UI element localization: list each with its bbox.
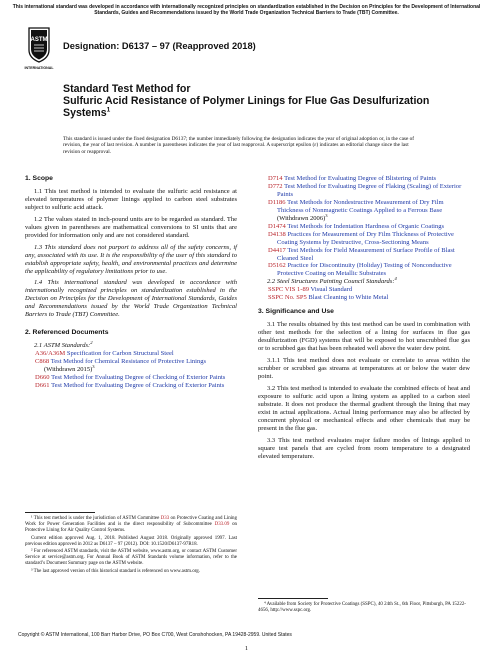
logo-label: INTERNATIONAL: [24, 66, 54, 70]
footnotes-left: [25, 516, 237, 576]
astm-standards-label: 2.1 ASTM Standards:$^2$: [34, 340, 93, 350]
scope-heading: 1. Scope: [25, 175, 53, 182]
footnote-1: ¹ This test method is under the jurisdiction of ASTM Committee D33 on Protective Coating and Lining Work for Power Generation Facilities and is the direct responsibility of Subcommittee D33.09 on Protective Lining for Air Quality Control Systems.: [25, 516, 238, 533]
reference-code[interactable]: D661: [35, 381, 50, 389]
reference-item[interactable]: [258, 231, 470, 247]
reference-title-link[interactable]: Test Method for Evaluating Degree of Checking of Exterior Paints: [51, 374, 226, 382]
reference-title-link[interactable]: Visual Standard: [310, 286, 353, 294]
scope-1-3: 1.3 This standard does not purport to address all of the safety concerns, if any, associated with its use. It is the responsibility of the user of this standard to establish appropriate safety, health, and environmental practices and determine the applicability of regulatory limitations prior to use.: [25, 243, 237, 275]
reference-item[interactable]: [25, 350, 237, 358]
sspc-reference-item[interactable]: [258, 294, 470, 302]
reference-suffix: (Withdrawn 2006): [277, 214, 326, 222]
reference-item[interactable]: [258, 262, 470, 278]
reference-suffix: (Withdrawn 2015): [44, 366, 93, 374]
reference-code[interactable]: D4138: [268, 230, 286, 238]
reference-title-link[interactable]: Test Methods for Nondestructive Measurement of Dry Film Thickness of Nonmagnetic Coatings Applied to a Ferrous Base: [277, 198, 444, 214]
reference-title-link[interactable]: Specification for Carbon Structural Steel: [66, 350, 174, 358]
sspc-standards-label: 2.2 Steel Structures Painting Council Standards:$^4$: [267, 276, 397, 286]
reference-code[interactable]: D1186: [268, 198, 286, 206]
reference-code[interactable]: A36/A36M: [35, 350, 66, 358]
reference-list-left: [25, 350, 237, 390]
reference-item[interactable]: [25, 374, 237, 382]
designation: Designation: D6137 – 97 (Reapproved 2018): [63, 41, 256, 51]
scope-1-2: 1.2 The values stated in inch-pound units are to be regarded as standard. The values given in parentheses are mathematical conversions to SI units that are provided for information only and are not considered standard.: [25, 215, 237, 239]
reference-code[interactable]: SSPC VIS 1-89: [268, 286, 309, 294]
reference-item[interactable]: [25, 382, 237, 390]
sspc-reference-item[interactable]: [258, 286, 470, 294]
footnote-2: ² For referenced ASTM standards, visit the ASTM website, www.astm.org, or contact ASTM Customer Service at service@astm.org. For Annual Book of ASTM Standards volume information, refer to the standard’s Document Summary page on the ASTM website.: [25, 549, 237, 566]
right-column: [258, 175, 470, 464]
reference-code[interactable]: D5162: [268, 262, 286, 270]
significance-3-2: 3.2 This test method is intended to evaluate the combined effects of heat and exposure to sulfuric acid upon a lining system as applied to a carbon steel substrate. It does not produce the thermal gradient through the lining that may exist in actual applications. Actual lining performance may also be affected by concurrent physical or mechanical effects and other chemicals that may be present in the flue gas.: [258, 384, 470, 432]
wto-notice: This international standard was developed in accordance with internationally recognized principles on standardization established in the Decision on Principles for the Development of International Standards, Guides and Recommendations issued by the World Trade Organization Technical Barriers to Trade (TBT) Committee.: [12, 4, 481, 17]
astm-logo-icon: [26, 26, 52, 64]
reference-code[interactable]: D714: [268, 175, 283, 182]
reference-item[interactable]: [258, 183, 470, 199]
left-column: [25, 175, 237, 390]
reference-footnote-mark: 3: [92, 363, 95, 369]
footnotes-right: [258, 602, 470, 614]
footnote-rule-left: [25, 512, 95, 513]
title-line-1: Standard Test Method for: [63, 83, 191, 95]
reference-item[interactable]: [258, 175, 470, 183]
issuance-note: This standard is issued under the fixed designation D6137; the number immediately following the designation indicates the year of original adoption or, in the case of revision, the year of last revision. A number in parentheses indicates the year of last reapproval. A superscript epsilon (ε) indicates an editorial change since the last revision or reapproval.: [63, 136, 415, 155]
reference-title-link[interactable]: Practices for Measurement of Dry Film Thickness of Protective Coating Systems by Destructive, Cross-Sectioning Means: [277, 230, 454, 246]
reference-code[interactable]: D4417: [268, 246, 286, 254]
footnote-4: ⁴ Available from Society for Protective Coatings (SSPC), 40 24th St., 6th Floor, Pittsburgh, PA 15222-4656, http://www.sspc.org.: [258, 602, 466, 613]
significance-heading: 3. Significance and Use: [258, 308, 334, 316]
reference-list-right: [258, 175, 470, 278]
reference-code[interactable]: D772: [268, 182, 283, 190]
footnote-rule-right: [258, 598, 328, 599]
reference-item[interactable]: [258, 247, 470, 263]
document-title: [63, 83, 443, 119]
scope-1-1: 1.1 This test method is intended to evaluate the sulfuric acid resistance at elevated temperatures of polymer linings applied to carbon steel substrates subject to sulfuric acid attack.: [25, 187, 237, 211]
referenced-documents-heading: 2. Referenced Documents: [25, 329, 109, 337]
significance-3-3: 3.3 This test method evaluates major failure modes of linings applied to square test panels that are cycled from room temperature to a designated elevated temperature.: [258, 436, 470, 460]
reference-title-link[interactable]: Test Method for Evaluating Degree of Cracking of Exterior Paints: [51, 381, 225, 389]
footnote-3: ³ The last approved version of this historical standard is referenced on www.astm.org.: [31, 568, 200, 574]
significance-3-1: 3.1 The results obtained by this test method can be used in combination with other test methods for the selection of a lining for surfaces in flue gas desulfurization (FGD) systems that will be exposed to hot unscrubbed flue gas or to scrubbed gas that has been reheated well above the water dew point.: [258, 321, 470, 353]
reference-title-link[interactable]: Test Methods for Indentation Hardness of Organic Coatings: [287, 222, 445, 230]
reference-title-link[interactable]: Test Method for Chemical Resistance of Protective Linings: [50, 358, 207, 366]
reference-code[interactable]: C868: [35, 358, 50, 366]
reference-item[interactable]: [25, 358, 237, 374]
scope-1-4: 1.4 This international standard was developed in accordance with internationally recognized principles on standardization established in the Decision on Principles for the Development of International Standards, Guides and Recommendations issued by the World Trade Organization Technical Barriers to Trade (TBT) Committee.: [25, 279, 237, 319]
footnote-edition: Current edition approved Aug. 1, 2018. Published August 2018. Originally approved 1997. Last previous edition approved in 2012 as D6137 – 97 (2012). DOI: 10.1520/D6137-97R18.: [25, 535, 237, 547]
reference-title-link[interactable]: Blast Cleaning to White Metal: [308, 294, 389, 302]
reference-footnote-mark: 3: [325, 212, 328, 218]
reference-title-link[interactable]: Practice for Discontinuity (Holiday) Testing of Nonconductive Protective Coating on Metallic Substrates: [277, 262, 452, 278]
page-number: 1: [244, 645, 249, 652]
reference-item[interactable]: [258, 199, 470, 223]
reference-title-link[interactable]: Test Method for Evaluating Degree of Flaking (Scaling) of Exterior Paints: [277, 182, 462, 198]
reference-title-link[interactable]: Test Methods for Field Measurement of Surface Profile of Blast Cleaned Steel: [277, 246, 455, 262]
copyright-line: Copyright © ASTM International, 100 Barr Harbor Drive, PO Box C700, West Conshohocken, PA 19428-2959. United States: [18, 632, 292, 638]
sspc-reference-list: [258, 286, 470, 302]
title-line-2: Sulfuric Acid Resistance of Polymer Linings for Flue Gas Desulfurization Systems$^1$: [63, 95, 430, 119]
reference-code[interactable]: SSPC No. SP5: [268, 294, 307, 302]
reference-code[interactable]: D1474: [268, 222, 286, 230]
svg-text:ASTM: ASTM: [30, 37, 48, 43]
reference-item[interactable]: [258, 223, 470, 231]
reference-code[interactable]: D660: [35, 374, 50, 382]
significance-3-1-1: 3.1.1 This test method does not evaluate or correlate to areas within the scrubber or scrubbed gas streams at temperatures at or below the water dew point.: [258, 357, 470, 380]
reference-title-link[interactable]: Test Method for Evaluating Degree of Blistering of Paints: [284, 175, 436, 182]
